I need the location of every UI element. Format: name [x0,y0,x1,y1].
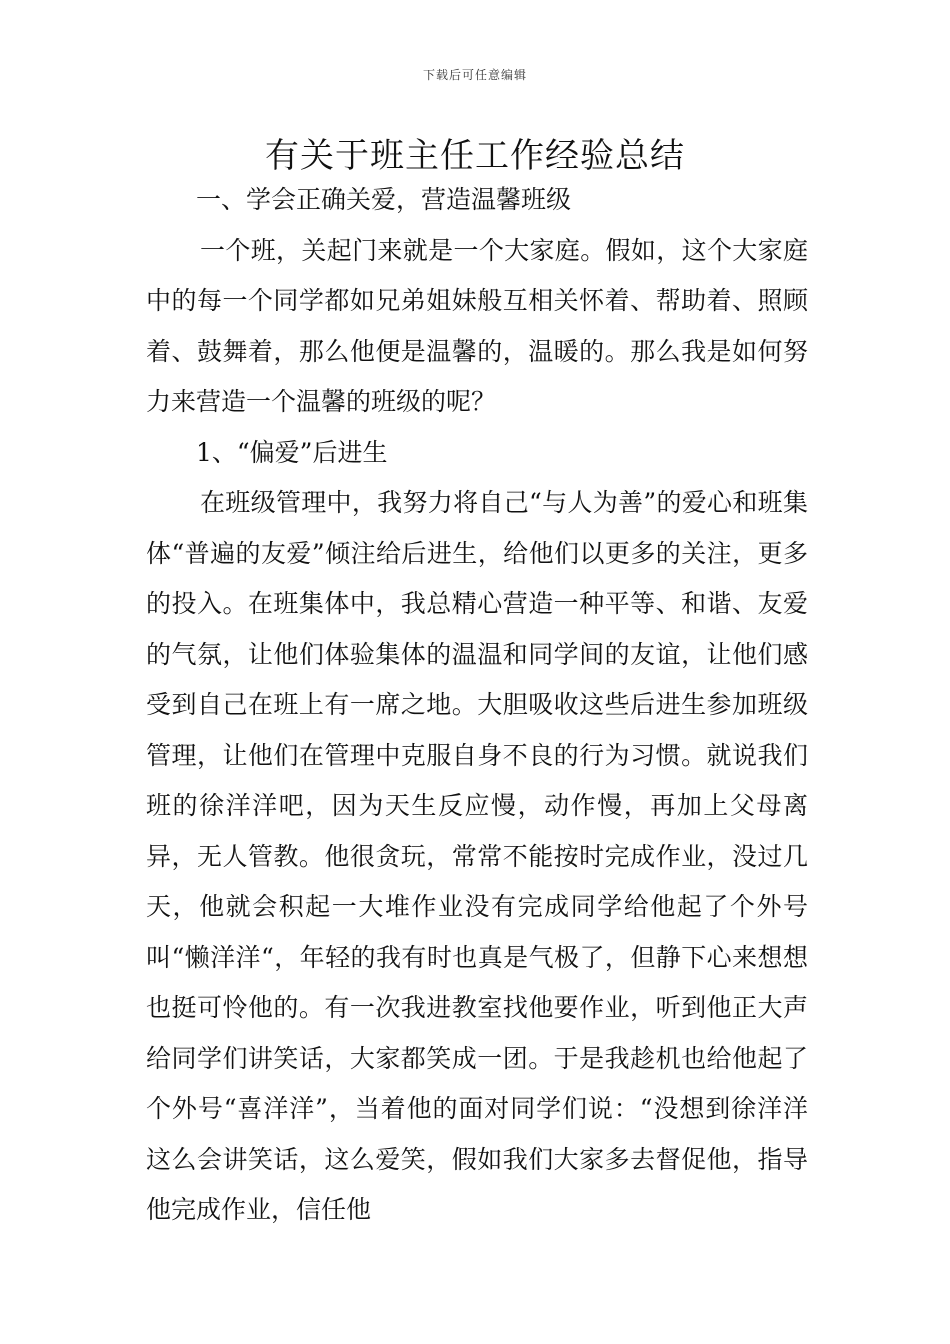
body-paragraph: 一个班，关起门来就是一个大家庭。假如，这个大家庭中的每一个同学都如兄弟姐妹般互相关怀着、帮助着、照顾着、鼓舞着，那么他便是温馨的，温暖的。那么我是如何努力来营造一个温馨的班级的呢？ [146,235,808,416]
document-body [146,175,808,1236]
body-paragraph: 在班级管理中，我努力将自己“与人为善”的爱心和班集体“普遍的友爱”倾注给后进生，给他们以更多的关注，更多的投入。在班集体中，我总精心营造一种平等、和谐、友爱的气氛，让他们体验集体的温温和同学间的友谊，让他们感受到自己在班上有一席之地。大胆吸收这些后进生参加班级管理，让他们在管理中克服自身不良的行为习惯。就说我们班的徐洋洋吧，因为天生反应慢，动作慢，再加上父母离异，无人管教。他很贪玩，常常不能按时完成作业，没过几天，他就会积起一大堆作业没有完成同学给他起了个外号叫“懒洋洋“，年轻的我有时也真是气极了，但静下心来想想也挺可怜他的。有一次我进教室找他要作业，听到他正大声给同学们讲笑话，大家都笑成一团。于是我趁机也给他起了个外号“喜洋洋”，当着他的面对同学们说：“没想到徐洋洋这么会讲笑话，这么爱笑，假如我们大家多去督促他，指导他完成作业，信任他 [146,488,808,1224]
document-title: 有关于班主任工作经验总结 [265,136,685,176]
section-heading: 一、学会正确关爱，营造温馨班级 [196,185,572,214]
subsection-heading: 1、“偏爱”后进生 [196,437,388,467]
page-header-note: 下载后可任意编辑 [422,68,527,82]
